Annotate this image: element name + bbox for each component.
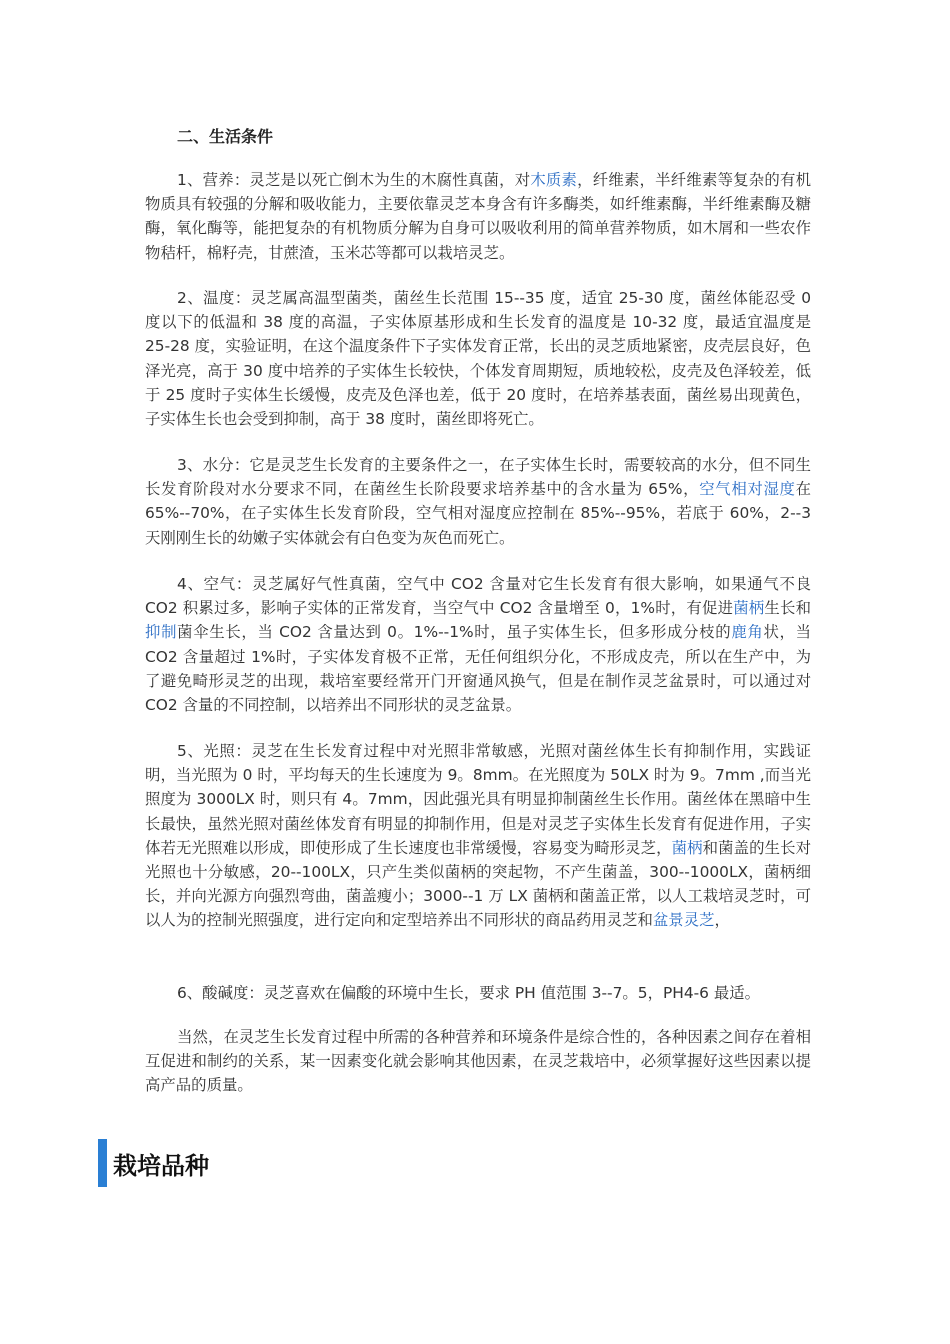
paragraph-text: 2、温度：灵芝属高温型菌类，菌丝生长范围 15--35 度，适宜 25-30 度，菌丝体能忍受 0 度以下的低温和 38 度的高温，子实体原基形成和生长发育的温度是 10-32 度，最适宜温度是 25-28 度，实验证明，在这个温度条件下子实体发育正常，长出的灵芝质地紧密，皮壳层良好，色泽光亮，高于 30 度中培养的子实体生长较快，个体发育周期短，质地较松，皮壳及色泽较差，低于 25 度时子实体生长缓慢，皮壳及色泽也差，低于 20 度时，在培养基表面，菌丝易出现黄色，子实体生长也会受到抑制，高于 38 度时，菌丝即将死亡。 bbox=[145, 289, 811, 429]
paragraph-air bbox=[145, 572, 811, 717]
paragraph-conclusion bbox=[145, 1025, 811, 1098]
inline-link[interactable]: 空气相对湿度 bbox=[699, 480, 796, 499]
inline-link[interactable]: 木质素 bbox=[530, 171, 578, 189]
paragraph-light bbox=[145, 739, 811, 933]
paragraph-moisture bbox=[145, 453, 811, 550]
paragraph-text: 在 65%--70%，在子实体生长发育阶段，空气相对湿度应控制在 85%--95%，若底于 60%，2--3 天刚刚生长的幼嫩子实体就会有白色变为灰色而死亡。 bbox=[145, 480, 811, 547]
section-title-text: 栽培品种 bbox=[113, 1151, 209, 1180]
inline-link[interactable]: 鹿角 bbox=[731, 623, 764, 642]
paragraph-text: 当然，在灵芝生长发育过程中所需的各种营养和环境条件是综合性的，各种因素之间存在着相互促进和制约的关系，某一因素变化就会影响其他因素，在灵芝栽培中，必须掌握好这些因素以提高产品的质量。 bbox=[145, 1028, 811, 1095]
subheading-living-conditions: 二、生活条件 bbox=[177, 127, 274, 146]
paragraph-text: ， bbox=[714, 911, 730, 930]
paragraph-text: 和菌盖的生长对光照也十分敏感，20--100LX，只产生类似菌柄的突起物，不产生菌盖，300--1000LX，菌柄细长，并向光源方向强烈弯曲，菌盖瘦小；3000--1 万 LX 菌柄和菌盖正常，以人工栽培灵芝时，可以人为的控制光照强度，进行定向和定型培养出不同形状的商品药用灵芝和 bbox=[145, 838, 811, 930]
paragraph-text: 生长和 bbox=[764, 599, 811, 618]
inline-link[interactable]: 菌柄 bbox=[671, 838, 703, 857]
section-title-cultivation-varieties bbox=[98, 1139, 209, 1187]
paragraph-text: 3、水分：它是灵芝生长发育的主要条件之一，在子实体生长时，需要较高的水分，但不同生长发育阶段对水分要求不同，在菌丝生长阶段要求培养基中的含水量为 65%， bbox=[145, 456, 811, 499]
inline-link[interactable]: 抑制 bbox=[145, 623, 178, 642]
paragraph-text: 菌伞生长，当 CO2 含量达到 0。1%--1%时，虽子实体生长，但多形成分枝的 bbox=[177, 623, 732, 642]
paragraph-text: 1、营养：灵芝是以死亡倒木为生的木腐性真菌，对 bbox=[177, 171, 531, 189]
inline-link[interactable]: 菌柄 bbox=[733, 599, 765, 618]
inline-link[interactable]: 盆景灵芝 bbox=[652, 911, 715, 930]
paragraph-text: 状，当 CO2 含量超过 1%时，子实体发育极不正常，无任何组织分化，不形成皮壳，所以在生产中，为了避免畸形灵芝的出现，栽培室要经常开门开窗通风换气，但是在制作灵芝盆景时，可以通过对 CO2 含量的不同控制，以培养出不同形状的灵芝盆景。 bbox=[145, 623, 811, 715]
paragraph-temperature bbox=[145, 286, 811, 431]
paragraph-acidity bbox=[145, 981, 811, 1005]
paragraph-text: ，纤维素，半纤维素等复杂的有机物质具有较强的分解和吸收能力，主要依靠灵芝本身含有许多酶类，如纤维素酶，半纤维素酶及糖酶，氧化酶等，能把复杂的有机物质分解为自身可以吸收利用的简单营养物质，如木屑和一些农作物秸杆，棉籽壳，甘蔗渣，玉米芯等都可以栽培灵芝。 bbox=[145, 171, 811, 262]
paragraph-text: 6、酸碱度：灵芝喜欢在偏酸的环境中生长，要求 PH 值范围 3--7。5，PH4-6 最适。 bbox=[177, 984, 761, 1002]
paragraph-nutrition bbox=[145, 168, 811, 265]
paragraph-text: 5、光照：灵芝在生长发育过程中对光照非常敏感，光照对菌丝体生长有抑制作用，实践证明，当光照为 0 时，平均每天的生长速度为 9。8mm。在光照度为 50LX 时为 9。7mm ,而当光照度为 3000LX 时，则只有 4。7mm，因此强光具有明显抑制菌丝生长作用。菌丝体在黑暗中生长最快，虽然光照对菌丝体发育有明显的抑制作用，但是对灵芝子实体生长发育有促进作用，子实体若无光照难以形成，即使形成了生长速度也非常缓慢，容易变为畸形灵芝， bbox=[145, 742, 811, 857]
paragraph-text: 4、空气：灵芝属好气性真菌，空气中 CO2 含量对它生长发育有很大影响，如果通气不良 CO2 积累过多，影响子实体的正常发育，当空气中 CO2 含量增至 0，1%时，有促进 bbox=[145, 575, 811, 618]
section-accent-bar bbox=[98, 1139, 107, 1187]
